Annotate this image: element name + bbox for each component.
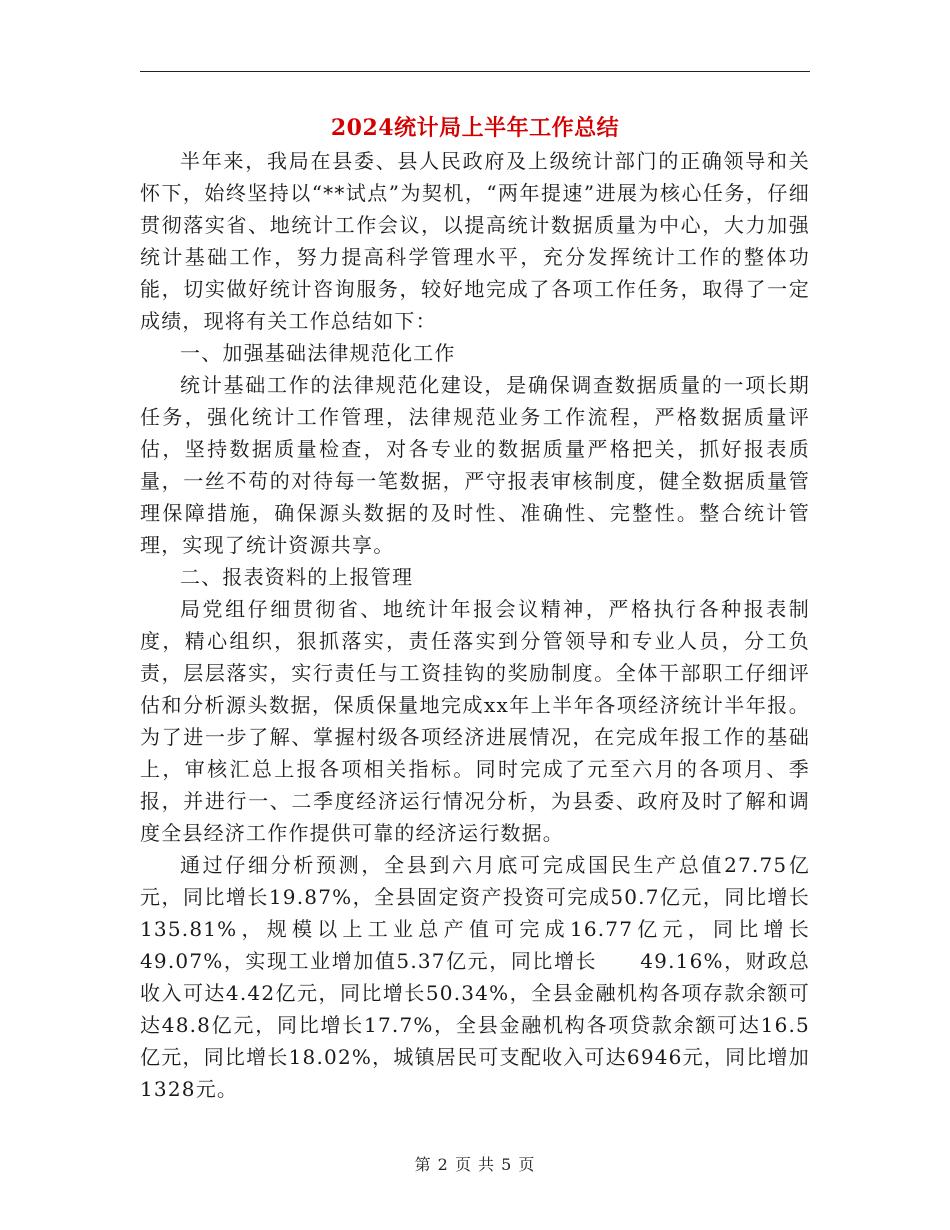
section-1-heading: 一、加强基础法律规范化工作 (180, 341, 456, 365)
section-2-paragraph-1: 局党组仔细贯彻省、地统计年报会议精神，严格执行各种报表制度，精心组织，狠抓落实，责任落实到分管领导和专业人员，分工负责，层层落实，实行责任与工资挂钩的奖励制度。全体干部职工仔细评估和分析源头数据，保质保量地完成xx年上半年各项经济统计半年报。为了进一步了解、掌握村级各项经济进展情况，在完成年报工作的基础上，审核汇总上报各项相关指标。同时完成了元至六月的各项月、季报，并进行一、二季度经济运行情况分析，为县委、政府及时了解和调度全县经济工作作提供可靠的经济运行数据。 (140, 597, 810, 845)
section-2-paragraph-2: 通过仔细分析预测，全县到六月底可完成国民生产总值27.75亿元，同比增长19.87%，全县固定资产投资可完成50.7亿元，同比增长135.81%，规模以上工业总产值可完成16.77亿元，同比增长49.07%，实现工业增加值5.37亿元，同比增长 49.16%，财政总收入可达4.42亿元，同比增长50.34%，全县金融机构各项存款余额可达48.8亿元，同比增长17.7%，全县金融机构各项贷款余额可达16.5亿元，同比增长18.02%，城镇居民可支配收入可达6946元，同比增加1328元。 (140, 853, 810, 1101)
page-footer: 第 2 页 共 5 页 (414, 1155, 536, 1174)
document-title: 2024统计局上半年工作总结 (330, 115, 620, 141)
intro-paragraph: 半年来，我局在县委、县人民政府及上级统计部门的正确领导和关怀下，始终坚持以“**试点”为契机，“两年提速”进展为核心任务，仔细贯彻落实省、地统计工作会议，以提高统计数据质量为中心，大力加强统计基础工作，努力提高科学管理水平，充分发挥统计工作的整体功能，切实做好统计咨询服务，较好地完成了各项工作任务，取得了一定成绩，现将有关工作总结如下： (140, 149, 810, 333)
document-body (140, 145, 810, 1105)
section-1-paragraph: 统计基础工作的法律规范化建设，是确保调查数据质量的一项长期任务，强化统计工作管理，法律规范业务工作流程，严格数据质量评估，坚持数据质量检查，对各专业的数据质量严格把关，抓好报表质量，一丝不苟的对待每一笔数据，严守报表审核制度，健全数据质量管理保障措施，确保源头数据的及时性、准确性、完整性。整合统计管理，实现了统计资源共享。 (140, 373, 810, 557)
section-2-heading: 二、报表资料的上报管理 (180, 565, 414, 589)
header-rule (140, 71, 810, 72)
